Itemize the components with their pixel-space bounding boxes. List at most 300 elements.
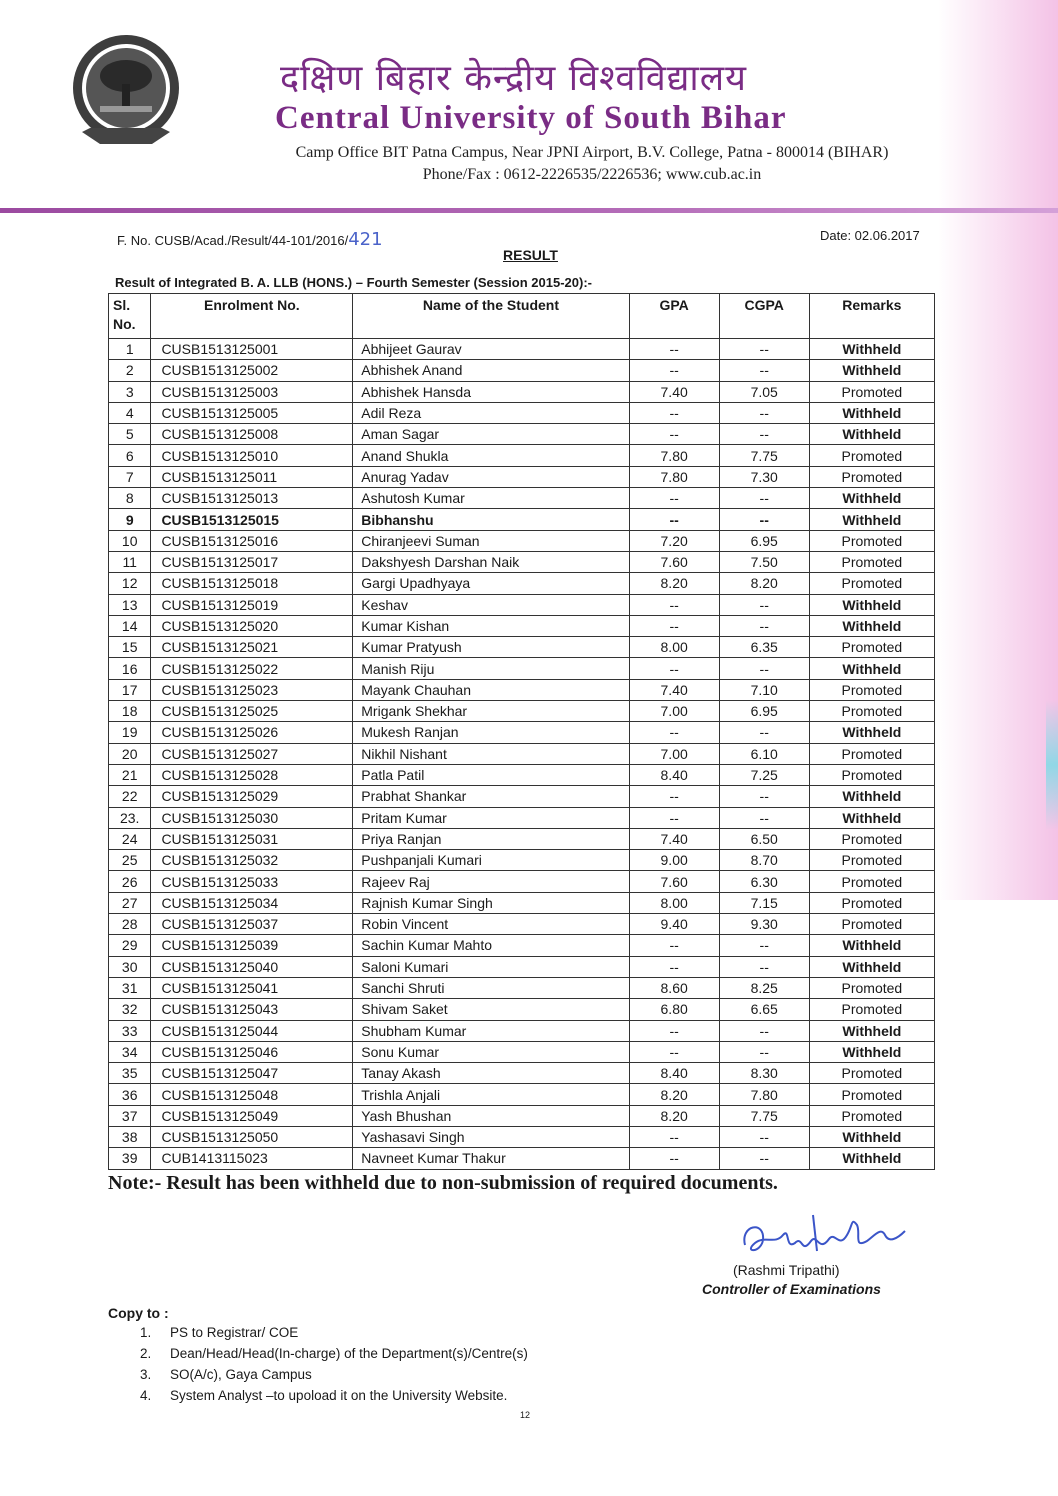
table-row <box>109 956 935 977</box>
cell-student-name: Navneet Kumar Thakur <box>353 1148 629 1169</box>
cell-gpa: 7.60 <box>629 871 719 892</box>
table-row <box>109 1084 935 1105</box>
cell-cgpa: -- <box>719 722 809 743</box>
cell-remarks: Promoted <box>809 679 934 700</box>
cell-student-name: Aman Sagar <box>353 424 629 445</box>
cell-remarks: Withheld <box>809 509 934 530</box>
table-row <box>109 637 935 658</box>
table-row <box>109 360 935 381</box>
table-row <box>109 615 935 636</box>
table-row <box>109 828 935 849</box>
cell-cgpa: 6.30 <box>719 871 809 892</box>
cell-gpa: -- <box>629 615 719 636</box>
cell-gpa: 7.00 <box>629 701 719 722</box>
university-name-hindi: दक्षिण बिहार केन्द्रीय विश्वविद्यालय <box>280 58 748 99</box>
cell-gpa: 7.00 <box>629 743 719 764</box>
cell-gpa: -- <box>629 594 719 615</box>
cell-sl-no: 27 <box>109 892 151 913</box>
table-row <box>109 786 935 807</box>
cell-gpa: -- <box>629 658 719 679</box>
cell-cgpa: -- <box>719 488 809 509</box>
cell-remarks: Promoted <box>809 701 934 722</box>
cell-enrolment: CUSB1513125018 <box>151 573 353 594</box>
header-cgpa: CGPA <box>719 294 809 339</box>
cell-enrolment: CUSB1513125011 <box>151 466 353 487</box>
table-row <box>109 807 935 828</box>
cell-enrolment: CUSB1513125032 <box>151 850 353 871</box>
cell-remarks: Promoted <box>809 637 934 658</box>
table-row <box>109 1063 935 1084</box>
cell-sl-no: 17 <box>109 679 151 700</box>
cell-student-name: Yashasavi Singh <box>353 1126 629 1147</box>
cell-remarks: Withheld <box>809 722 934 743</box>
cell-remarks: Withheld <box>809 1041 934 1062</box>
cell-sl-no: 15 <box>109 637 151 658</box>
header-gpa: GPA <box>629 294 719 339</box>
signature-image <box>735 1205 925 1265</box>
cell-gpa: -- <box>629 722 719 743</box>
cell-remarks: Promoted <box>809 743 934 764</box>
cell-sl-no: 29 <box>109 935 151 956</box>
cell-enrolment: CUSB1513125013 <box>151 488 353 509</box>
cell-student-name: Abhijeet Gaurav <box>353 339 629 360</box>
cell-student-name: Anand Shukla <box>353 445 629 466</box>
cell-sl-no: 36 <box>109 1084 151 1105</box>
cell-cgpa: 8.70 <box>719 850 809 871</box>
signer-title: Controller of Examinations <box>702 1281 881 1297</box>
cell-remarks: Promoted <box>809 530 934 551</box>
result-subtitle: Result of Integrated B. A. LLB (HONS.) – Fourth Semester (Session 2015-20):- <box>115 275 592 290</box>
table-row <box>109 1126 935 1147</box>
cell-gpa: 7.40 <box>629 828 719 849</box>
cell-student-name: Ashutosh Kumar <box>353 488 629 509</box>
table-row <box>109 488 935 509</box>
cell-sl-no: 5 <box>109 424 151 445</box>
cell-sl-no: 9 <box>109 509 151 530</box>
cell-enrolment: CUSB1513125047 <box>151 1063 353 1084</box>
cell-gpa: -- <box>629 402 719 423</box>
cell-gpa: -- <box>629 1148 719 1169</box>
scan-edge-tint <box>938 0 1058 900</box>
table-row <box>109 445 935 466</box>
table-row <box>109 977 935 998</box>
cell-cgpa: -- <box>719 807 809 828</box>
cell-cgpa: 7.80 <box>719 1084 809 1105</box>
document-date: Date: 02.06.2017 <box>820 228 920 243</box>
cell-sl-no: 10 <box>109 530 151 551</box>
cell-gpa: 7.60 <box>629 551 719 572</box>
cell-sl-no: 21 <box>109 764 151 785</box>
result-heading: RESULT <box>503 247 558 263</box>
cell-sl-no: 26 <box>109 871 151 892</box>
cell-sl-no: 31 <box>109 977 151 998</box>
cell-remarks: Promoted <box>809 850 934 871</box>
cell-remarks: Promoted <box>809 999 934 1020</box>
cell-sl-no: 28 <box>109 914 151 935</box>
cell-enrolment: CUSB1513125025 <box>151 701 353 722</box>
cell-gpa: 7.20 <box>629 530 719 551</box>
cell-enrolment: CUSB1513125003 <box>151 381 353 402</box>
cell-cgpa: 6.50 <box>719 828 809 849</box>
cell-gpa: 7.40 <box>629 679 719 700</box>
cell-cgpa: -- <box>719 615 809 636</box>
cell-gpa: -- <box>629 1020 719 1041</box>
table-row <box>109 1105 935 1126</box>
cell-enrolment: CUSB1513125021 <box>151 637 353 658</box>
cell-enrolment: CUSB1513125048 <box>151 1084 353 1105</box>
cell-student-name: Prabhat Shankar <box>353 786 629 807</box>
cell-sl-no: 6 <box>109 445 151 466</box>
cell-cgpa: 7.50 <box>719 551 809 572</box>
file-number <box>117 229 383 250</box>
university-name-english: Central University of South Bihar <box>275 100 787 136</box>
cell-remarks: Withheld <box>809 1126 934 1147</box>
cell-remarks: Withheld <box>809 594 934 615</box>
cell-student-name: Anurag Yadav <box>353 466 629 487</box>
table-row <box>109 999 935 1020</box>
cell-remarks: Promoted <box>809 977 934 998</box>
table-row <box>109 402 935 423</box>
cell-sl-no: 12 <box>109 573 151 594</box>
cell-enrolment: CUSB1513125001 <box>151 339 353 360</box>
table-row <box>109 935 935 956</box>
cell-gpa: -- <box>629 339 719 360</box>
cell-student-name: Sachin Kumar Mahto <box>353 935 629 956</box>
cell-sl-no: 1 <box>109 339 151 360</box>
table-row <box>109 530 935 551</box>
cell-remarks: Promoted <box>809 914 934 935</box>
cell-cgpa: -- <box>719 786 809 807</box>
cell-student-name: Bibhanshu <box>353 509 629 530</box>
cell-cgpa: 7.15 <box>719 892 809 913</box>
cell-cgpa: 7.75 <box>719 445 809 466</box>
table-row <box>109 381 935 402</box>
cell-enrolment: CUSB1513125026 <box>151 722 353 743</box>
table-row <box>109 573 935 594</box>
cell-remarks: Withheld <box>809 658 934 679</box>
scan-edge-tint-cyan <box>1046 700 1058 830</box>
cell-cgpa: 6.95 <box>719 701 809 722</box>
cell-cgpa: -- <box>719 1148 809 1169</box>
cell-gpa: -- <box>629 1126 719 1147</box>
cell-enrolment: CUSB1513125015 <box>151 509 353 530</box>
cell-enrolment: CUSB1513125027 <box>151 743 353 764</box>
cell-remarks: Withheld <box>809 339 934 360</box>
table-row <box>109 850 935 871</box>
cell-enrolment: CUSB1513125044 <box>151 1020 353 1041</box>
cell-sl-no: 33 <box>109 1020 151 1041</box>
cell-enrolment: CUSB1513125029 <box>151 786 353 807</box>
cell-enrolment: CUSB1513125016 <box>151 530 353 551</box>
cell-student-name: Saloni Kumari <box>353 956 629 977</box>
cell-sl-no: 20 <box>109 743 151 764</box>
cell-gpa: -- <box>629 807 719 828</box>
table-row <box>109 743 935 764</box>
cell-enrolment: CUSB1513125041 <box>151 977 353 998</box>
cell-enrolment: CUSB1513125017 <box>151 551 353 572</box>
cell-enrolment: CUSB1513125022 <box>151 658 353 679</box>
cell-student-name: Sonu Kumar <box>353 1041 629 1062</box>
cell-cgpa: 7.30 <box>719 466 809 487</box>
cell-gpa: 8.60 <box>629 977 719 998</box>
cell-enrolment: CUSB1513125049 <box>151 1105 353 1126</box>
cell-cgpa: 9.30 <box>719 914 809 935</box>
cell-sl-no: 18 <box>109 701 151 722</box>
cell-sl-no: 11 <box>109 551 151 572</box>
cell-gpa: 6.80 <box>629 999 719 1020</box>
cell-remarks: Promoted <box>809 828 934 849</box>
cell-cgpa: -- <box>719 1126 809 1147</box>
cell-gpa: -- <box>629 360 719 381</box>
cell-gpa: -- <box>629 509 719 530</box>
cell-enrolment: CUSB1513125040 <box>151 956 353 977</box>
cell-gpa: -- <box>629 786 719 807</box>
cell-student-name: Keshav <box>353 594 629 615</box>
cell-sl-no: 19 <box>109 722 151 743</box>
cell-enrolment: CUSB1513125031 <box>151 828 353 849</box>
table-row <box>109 509 935 530</box>
cell-remarks: Promoted <box>809 1063 934 1084</box>
cell-student-name: Abhishek Hansda <box>353 381 629 402</box>
cell-student-name: Yash Bhushan <box>353 1105 629 1126</box>
cell-sl-no: 22 <box>109 786 151 807</box>
university-logo-icon <box>70 32 182 150</box>
signer-name: (Rashmi Tripathi) <box>733 1262 840 1278</box>
cell-student-name: Shubham Kumar <box>353 1020 629 1041</box>
cell-cgpa: -- <box>719 658 809 679</box>
cell-enrolment: CUSB1513125034 <box>151 892 353 913</box>
cell-remarks: Promoted <box>809 1105 934 1126</box>
cell-gpa: 8.00 <box>629 892 719 913</box>
cell-cgpa: 7.25 <box>719 764 809 785</box>
cell-cgpa: 6.10 <box>719 743 809 764</box>
cell-student-name: Rajeev Raj <box>353 871 629 892</box>
cell-enrolment: CUSB1513125010 <box>151 445 353 466</box>
cell-sl-no: 32 <box>109 999 151 1020</box>
cell-remarks: Promoted <box>809 466 934 487</box>
cell-gpa: 8.20 <box>629 573 719 594</box>
cell-gpa: -- <box>629 424 719 445</box>
cell-gpa: -- <box>629 1041 719 1062</box>
cell-sl-no: 25 <box>109 850 151 871</box>
cell-gpa: 8.20 <box>629 1084 719 1105</box>
cell-gpa: 7.40 <box>629 381 719 402</box>
copy-to-label: Copy to : <box>108 1305 169 1321</box>
cell-student-name: Dakshyesh Darshan Naik <box>353 551 629 572</box>
cell-student-name: Nikhil Nishant <box>353 743 629 764</box>
cell-remarks: Withheld <box>809 956 934 977</box>
cell-remarks: Promoted <box>809 764 934 785</box>
cell-gpa: 8.20 <box>629 1105 719 1126</box>
cell-student-name: Shivam Saket <box>353 999 629 1020</box>
cell-gpa: 8.00 <box>629 637 719 658</box>
cell-remarks: Withheld <box>809 488 934 509</box>
cell-cgpa: -- <box>719 935 809 956</box>
table-row <box>109 424 935 445</box>
cell-remarks: Withheld <box>809 786 934 807</box>
table-row <box>109 914 935 935</box>
cell-cgpa: -- <box>719 956 809 977</box>
cell-remarks: Promoted <box>809 892 934 913</box>
cell-sl-no: 14 <box>109 615 151 636</box>
cell-remarks: Withheld <box>809 402 934 423</box>
file-number-text: F. No. CUSB/Acad./Result/44-101/2016/ <box>117 233 349 248</box>
table-header-row <box>109 294 935 339</box>
cell-remarks: Withheld <box>809 807 934 828</box>
cell-enrolment: CUSB1513125028 <box>151 764 353 785</box>
cell-enrolment: CUSB1513125008 <box>151 424 353 445</box>
table-row <box>109 764 935 785</box>
cell-remarks: Withheld <box>809 615 934 636</box>
cell-student-name: Trishla Anjali <box>353 1084 629 1105</box>
cell-enrolment: CUSB1513125002 <box>151 360 353 381</box>
table-row <box>109 1148 935 1169</box>
cell-enrolment: CUSB1513125005 <box>151 402 353 423</box>
header-divider <box>0 208 1058 213</box>
cell-student-name: Mrigank Shekhar <box>353 701 629 722</box>
cell-enrolment: CUSB1513125030 <box>151 807 353 828</box>
cell-cgpa: 8.30 <box>719 1063 809 1084</box>
cell-student-name: Kumar Pratyush <box>353 637 629 658</box>
table-row <box>109 594 935 615</box>
cell-enrolment: CUSB1513125050 <box>151 1126 353 1147</box>
cell-enrolment: CUB1413115023 <box>151 1148 353 1169</box>
cell-enrolment: CUSB1513125023 <box>151 679 353 700</box>
cell-student-name: Pushpanjali Kumari <box>353 850 629 871</box>
cell-student-name: Patla Patil <box>353 764 629 785</box>
cell-student-name: Abhishek Anand <box>353 360 629 381</box>
cell-student-name: Sanchi Shruti <box>353 977 629 998</box>
cell-gpa: -- <box>629 488 719 509</box>
header-enrolment: Enrolment No. <box>151 294 353 339</box>
copy-to-item: 1. PS to Registrar/ COE <box>140 1325 299 1340</box>
cell-cgpa: 8.20 <box>719 573 809 594</box>
cell-sl-no: 39 <box>109 1148 151 1169</box>
university-contact: Phone/Fax : 0612-2226535/2226536; www.cub.ac.in <box>422 166 762 183</box>
table-row <box>109 701 935 722</box>
cell-remarks: Withheld <box>809 424 934 445</box>
header-name: Name of the Student <box>353 294 629 339</box>
cell-sl-no: 4 <box>109 402 151 423</box>
file-number-handwritten: 421 <box>348 229 383 250</box>
cell-gpa: 7.80 <box>629 445 719 466</box>
cell-gpa: 9.40 <box>629 914 719 935</box>
cell-sl-no: 3 <box>109 381 151 402</box>
cell-enrolment: CUSB1513125046 <box>151 1041 353 1062</box>
results-table-body <box>109 339 935 1170</box>
cell-remarks: Promoted <box>809 871 934 892</box>
table-row <box>109 1041 935 1062</box>
cell-gpa: 8.40 <box>629 1063 719 1084</box>
cell-cgpa: -- <box>719 360 809 381</box>
cell-cgpa: 6.65 <box>719 999 809 1020</box>
cell-remarks: Withheld <box>809 935 934 956</box>
cell-enrolment: CUSB1513125033 <box>151 871 353 892</box>
cell-remarks: Promoted <box>809 381 934 402</box>
cell-enrolment: CUSB1513125039 <box>151 935 353 956</box>
cell-sl-no: 37 <box>109 1105 151 1126</box>
cell-cgpa: 7.75 <box>719 1105 809 1126</box>
cell-student-name: Mayank Chauhan <box>353 679 629 700</box>
copy-to-item: 4. System Analyst –to upoload it on the University Website. <box>140 1388 508 1403</box>
cell-cgpa: -- <box>719 509 809 530</box>
table-row <box>109 871 935 892</box>
cell-student-name: Adil Reza <box>353 402 629 423</box>
cell-sl-no: 24 <box>109 828 151 849</box>
cell-sl-no: 7 <box>109 466 151 487</box>
cell-remarks: Promoted <box>809 1084 934 1105</box>
cell-cgpa: 7.05 <box>719 381 809 402</box>
cell-cgpa: -- <box>719 339 809 360</box>
cell-gpa: 9.00 <box>629 850 719 871</box>
cell-sl-no: 2 <box>109 360 151 381</box>
cell-student-name: Manish Riju <box>353 658 629 679</box>
cell-sl-no: 16 <box>109 658 151 679</box>
cell-remarks: Promoted <box>809 551 934 572</box>
cell-cgpa: 8.25 <box>719 977 809 998</box>
cell-sl-no: 35 <box>109 1063 151 1084</box>
results-table <box>108 293 935 1170</box>
cell-student-name: Kumar Kishan <box>353 615 629 636</box>
cell-remarks: Promoted <box>809 445 934 466</box>
table-row <box>109 339 935 360</box>
cell-gpa: -- <box>629 935 719 956</box>
cell-gpa: 7.80 <box>629 466 719 487</box>
cell-student-name: Chiranjeevi Suman <box>353 530 629 551</box>
cell-sl-no: 30 <box>109 956 151 977</box>
cell-remarks: Promoted <box>809 573 934 594</box>
cell-remarks: Withheld <box>809 360 934 381</box>
cell-cgpa: 6.95 <box>719 530 809 551</box>
cell-cgpa: -- <box>719 1020 809 1041</box>
cell-gpa: 8.40 <box>629 764 719 785</box>
cell-gpa: -- <box>629 956 719 977</box>
cell-student-name: Priya Ranjan <box>353 828 629 849</box>
cell-enrolment: CUSB1513125020 <box>151 615 353 636</box>
table-row <box>109 679 935 700</box>
cell-remarks: Withheld <box>809 1020 934 1041</box>
header-sl-no: Sl. No. <box>109 294 151 339</box>
cell-enrolment: CUSB1513125037 <box>151 914 353 935</box>
cell-sl-no: 38 <box>109 1126 151 1147</box>
cell-sl-no: 23. <box>109 807 151 828</box>
cell-sl-no: 8 <box>109 488 151 509</box>
table-row <box>109 722 935 743</box>
copy-to-item: 2. Dean/Head/Head(In-charge) of the Department(s)/Centre(s) <box>140 1346 528 1361</box>
cell-sl-no: 34 <box>109 1041 151 1062</box>
cell-cgpa: 7.10 <box>719 679 809 700</box>
cell-sl-no: 13 <box>109 594 151 615</box>
cell-cgpa: -- <box>719 424 809 445</box>
cell-student-name: Mukesh Ranjan <box>353 722 629 743</box>
cell-enrolment: CUSB1513125019 <box>151 594 353 615</box>
cell-cgpa: 6.35 <box>719 637 809 658</box>
table-row <box>109 551 935 572</box>
table-row <box>109 1020 935 1041</box>
page-number: 12 <box>520 1410 531 1420</box>
copy-to-item: 3. SO(A/c), Gaya Campus <box>140 1367 312 1382</box>
cell-student-name: Rajnish Kumar Singh <box>353 892 629 913</box>
table-row <box>109 466 935 487</box>
withheld-note: Note:- Result has been withheld due to non-submission of required documents. <box>108 1172 778 1194</box>
cell-student-name: Gargi Upadhyaya <box>353 573 629 594</box>
cell-student-name: Robin Vincent <box>353 914 629 935</box>
header-remarks: Remarks <box>809 294 934 339</box>
table-row <box>109 892 935 913</box>
table-row <box>109 658 935 679</box>
cell-cgpa: -- <box>719 1041 809 1062</box>
cell-cgpa: -- <box>719 402 809 423</box>
